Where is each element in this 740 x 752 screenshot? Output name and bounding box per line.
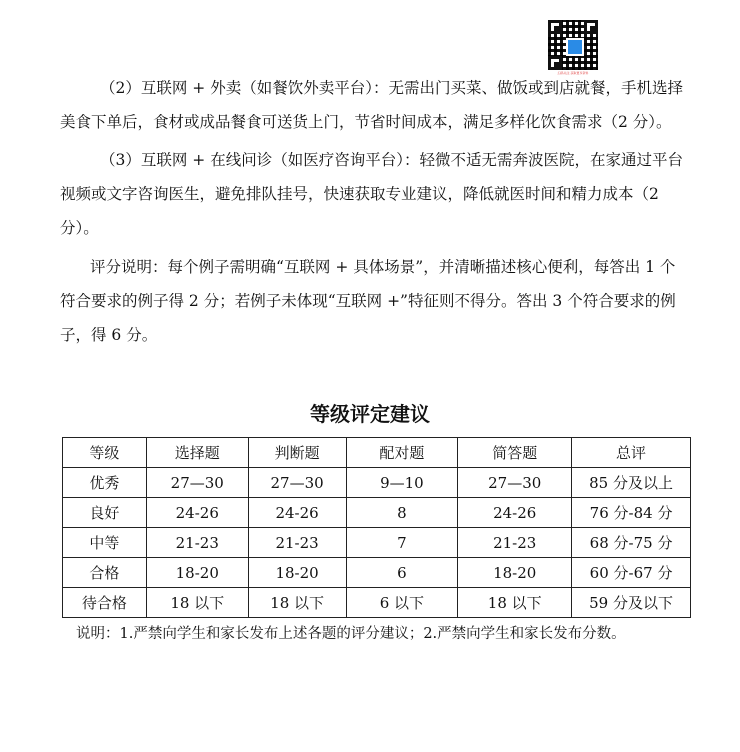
table-row — [63, 588, 691, 618]
table-cell: 18 以下 — [146, 588, 248, 618]
table-row — [63, 558, 691, 588]
header-judgment: 判断题 — [248, 438, 346, 468]
table-cell: 良好 — [63, 498, 147, 528]
table-cell: 21-23 — [146, 528, 248, 558]
qr-code-image — [548, 20, 598, 70]
qr-logo-icon — [566, 38, 584, 56]
table-cell: 18 以下 — [248, 588, 346, 618]
table-cell: 68 分-75 分 — [572, 528, 691, 558]
table-row — [63, 528, 691, 558]
paragraph-online-consult: （3）互联网 + 在线问诊（如医疗咨询平台）：轻微不适无需奔波医院，在家通过平台视频或文字咨询医生，避免排队挂号，快速获取专业建议，降低就医时间和精力成本（2 分）。 — [60, 151, 683, 237]
table-cell: 7 — [346, 528, 458, 558]
qr-caption: 扫码关注 获取更多资料 — [557, 71, 589, 75]
table-cell: 27—30 — [458, 468, 572, 498]
table-cell: 待合格 — [63, 588, 147, 618]
table-cell: 18-20 — [458, 558, 572, 588]
table-cell: 合格 — [63, 558, 147, 588]
paragraph-scoring-note: 评分说明：每个例子需明确“互联网 + 具体场景”，并清晰描述核心便利，每答出 1 个符合要求的例子得 2 分；若例子未体现“互联网 +”特征则不得分。答出 3 个符合要求的例子，得 6 分。 — [60, 258, 676, 344]
qr-finder-top-left — [548, 20, 562, 34]
table-cell: 60 分-67 分 — [572, 558, 691, 588]
table-cell: 21-23 — [458, 528, 572, 558]
table-cell: 24-26 — [458, 498, 572, 528]
table-cell: 6 — [346, 558, 458, 588]
table-cell: 76 分-84 分 — [572, 498, 691, 528]
table-row — [63, 468, 691, 498]
header-short-answer: 简答题 — [458, 438, 572, 468]
table-cell: 85 分及以上 — [572, 468, 691, 498]
table-header-row — [63, 438, 691, 468]
table-row — [63, 498, 691, 528]
table-cell: 18-20 — [146, 558, 248, 588]
table-cell: 24-26 — [146, 498, 248, 528]
table-cell: 中等 — [63, 528, 147, 558]
table-cell: 18-20 — [248, 558, 346, 588]
qr-finder-top-right — [584, 20, 598, 34]
table-cell: 59 分及以下 — [572, 588, 691, 618]
table-cell: 24-26 — [248, 498, 346, 528]
table-cell: 优秀 — [63, 468, 147, 498]
table-cell: 6 以下 — [346, 588, 458, 618]
qr-finder-bottom-left — [548, 56, 562, 70]
section-title: 等级评定建议 — [310, 402, 430, 426]
table-cell: 8 — [346, 498, 458, 528]
grade-table — [62, 437, 691, 618]
table-cell: 21-23 — [248, 528, 346, 558]
footnote: 说明：1.严禁向学生和家长发布上述各题的评分建议；2.严禁向学生和家长发布分数。 — [76, 626, 626, 642]
table-cell: 27—30 — [146, 468, 248, 498]
header-total: 总评 — [572, 438, 691, 468]
table-cell: 18 以下 — [458, 588, 572, 618]
table-cell: 27—30 — [248, 468, 346, 498]
header-choice: 选择题 — [146, 438, 248, 468]
header-matching: 配对题 — [346, 438, 458, 468]
table-cell: 9—10 — [346, 468, 458, 498]
header-level: 等级 — [63, 438, 147, 468]
paragraph-takeout: （2）互联网 + 外卖（如餐饮外卖平台）：无需出门买菜、做饭或到店就餐，手机选择美食下单后，食材或成品餐食可送货上门，节省时间成本，满足多样化饮食需求（2 分）。 — [60, 79, 683, 131]
